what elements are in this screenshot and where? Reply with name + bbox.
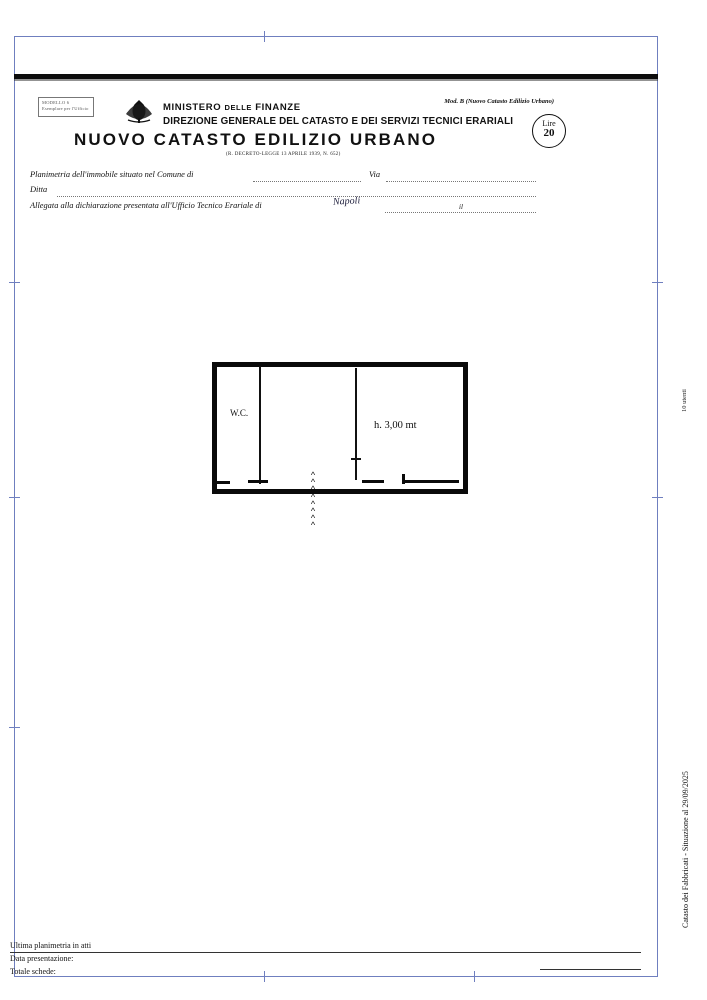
plan-label-wc: W.C. <box>230 408 249 418</box>
frame-line-bottom <box>14 976 658 977</box>
wall-right <box>463 362 468 494</box>
stair-arrow: ^ <box>310 520 316 531</box>
crop-tick-left-1 <box>9 282 20 283</box>
field-line-ditta[interactable] <box>57 195 536 197</box>
field-label-il: il <box>459 203 463 211</box>
footer-total-sheets: Totale schede: <box>10 967 56 976</box>
side-note-catasto: Catasto dei Fabbricati - Situazione al 29/09/2025 <box>681 771 690 928</box>
field-label-comune: Planimetria dell'immobile situato nel Comune di <box>30 170 194 179</box>
crop-tick-bottom-2 <box>474 971 475 982</box>
plan-label-height: h. 3,00 mt <box>374 420 417 431</box>
crop-tick-left-3 <box>9 727 20 728</box>
ministry-word: MINISTERO <box>163 102 222 113</box>
footer-last-plan: Ultima planimetria in atti <box>10 941 92 950</box>
door-mark-wc <box>248 480 268 483</box>
wall-bottom <box>212 489 468 494</box>
document-title: NUOVO CATASTO EDILIZIO URBANO <box>74 130 438 149</box>
scan-artifact-bar <box>14 74 658 79</box>
field-label-ufficio: Allegata alla dichiarazione presentata all'Ufficio Tecnico Erariale di <box>30 201 262 210</box>
stair-arrow: ^ <box>310 491 316 502</box>
field-line-data[interactable] <box>385 211 536 213</box>
footer-block <box>10 939 91 978</box>
decree-reference: (R. DECRETO-LEGGE 13 APRILE 1939, N. 652) <box>226 152 341 157</box>
crop-tick-bottom-1 <box>264 971 265 982</box>
stair-arrow: ^ <box>310 498 316 509</box>
stamp-amount: 20 <box>543 127 555 140</box>
mod-b-note: Mod. B (Nuovo Catasto Edilizio Urbano) <box>444 98 554 105</box>
stair-arrow: ^ <box>310 513 316 524</box>
stair-arrow: ^ <box>310 506 316 517</box>
direction-line: DIREZIONE GENERALE DEL CATASTO E DEI SERVIZI TECNICI ERARIALI <box>163 116 514 127</box>
floor-plan-drawing <box>212 362 468 498</box>
coat-of-arms-icon <box>122 98 156 124</box>
crop-tick-right-1 <box>652 282 663 283</box>
frame-line-left <box>14 36 15 976</box>
stair-arrow: ^ <box>310 470 316 480</box>
crop-tick-right-2 <box>652 497 663 498</box>
side-note-users: 10 utenti <box>681 389 688 412</box>
frame-line-right <box>657 36 658 976</box>
field-value-ufficio: Napoli <box>332 195 361 208</box>
footer-divider-short <box>540 969 641 970</box>
ministry-line <box>163 102 301 113</box>
stamp-currency-label: Lire <box>542 119 556 128</box>
partition-wc-left <box>259 368 261 484</box>
field-line-via[interactable] <box>386 180 536 182</box>
revenue-stamp <box>532 114 566 148</box>
stair-direction-arrows <box>306 472 320 534</box>
stair-arrow: ^ <box>310 477 316 488</box>
footer-presentation: Data presentazione: <box>10 954 74 963</box>
door-mark-right <box>405 480 459 483</box>
field-line-comune[interactable] <box>253 180 361 182</box>
crop-tick-top-1 <box>264 31 265 42</box>
field-label-via: Via <box>369 170 381 179</box>
wall-top <box>212 362 468 367</box>
frame-line-top <box>14 36 658 37</box>
model-stamp: MODELLO 6 Esemplare per l'Ufficio <box>38 97 94 117</box>
crop-tick-left-2 <box>9 497 20 498</box>
wall-left <box>212 362 217 494</box>
footer-divider <box>10 952 641 953</box>
partition-wc-stub <box>259 366 261 370</box>
ministry-finanze: FINANZE <box>255 102 301 113</box>
door-mark-left <box>212 481 230 484</box>
door-mark-mid <box>362 480 384 483</box>
ministry-delle: DELLE <box>224 103 253 112</box>
stair-arrow: ^ <box>310 484 316 495</box>
partition-center <box>355 368 357 480</box>
partition-center-tick <box>351 458 361 460</box>
field-label-ditta: Ditta <box>30 185 48 194</box>
